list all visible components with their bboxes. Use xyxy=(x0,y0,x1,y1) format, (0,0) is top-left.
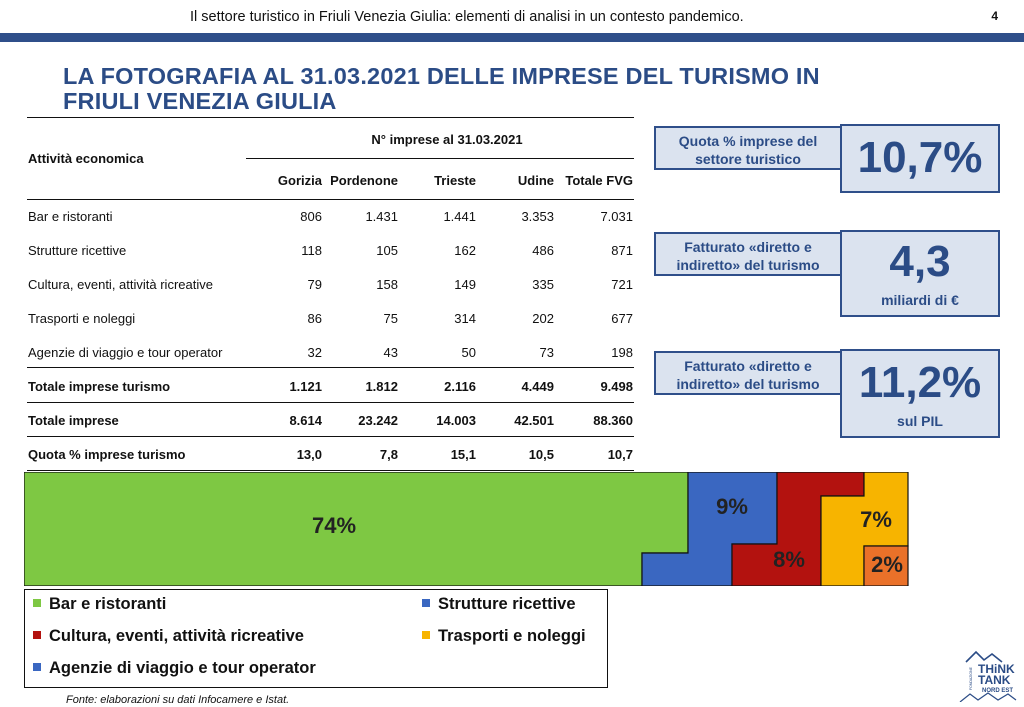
row-rule xyxy=(27,436,634,437)
row-label: Cultura, eventi, attività ricreative xyxy=(28,277,213,292)
table-cell: 1.441 xyxy=(443,209,476,224)
row-header: Attività economica xyxy=(28,151,144,166)
slide-title-line2: FRIULI VENEZIA GIULIA xyxy=(63,88,337,114)
table-cell: 162 xyxy=(454,243,476,258)
table-cell: 2.116 xyxy=(444,379,476,394)
column-header: Gorizia xyxy=(277,173,322,188)
logo-side: FONDAZIONE xyxy=(969,667,973,690)
row-label: Totale imprese turismo xyxy=(28,379,171,394)
row-rule xyxy=(27,367,634,368)
kpi-1-value: 10,7% xyxy=(857,133,983,182)
header-rule xyxy=(0,33,1024,42)
quota-treemap-chart xyxy=(24,472,910,586)
imprese-table xyxy=(27,117,634,472)
slide-title xyxy=(63,64,943,114)
legend-item-bar-ristoranti xyxy=(33,595,166,614)
table-cell: 1.121 xyxy=(289,379,322,394)
table-cell: 335 xyxy=(532,277,554,292)
table-cell: 1.812 xyxy=(365,379,398,394)
table-cell: 871 xyxy=(611,243,633,258)
slide-title-line1: LA FOTOGRAFIA AL 31.03.2021 DELLE IMPRESE DEL TURISMO IN xyxy=(63,63,820,89)
table-cell: 202 xyxy=(532,311,554,326)
legend-swatch xyxy=(33,631,41,639)
label-trasporti-noleggi: 7% xyxy=(860,507,892,532)
table-cell: 43 xyxy=(383,345,398,360)
legend-item-agenzie-viaggio xyxy=(33,659,316,678)
group-header: N° imprese al 31.03.2021 xyxy=(371,132,523,147)
table-cell: 14.003 xyxy=(436,413,476,428)
think-tank-logo xyxy=(958,650,1018,702)
group-rule xyxy=(246,158,634,159)
kpi-1-value-box xyxy=(840,124,1000,193)
row-rule xyxy=(27,402,634,403)
table-cell: 4.449 xyxy=(521,379,554,394)
row-label: Strutture ricettive xyxy=(28,243,127,258)
header-bottom-rule xyxy=(27,199,634,200)
column-header: Udine xyxy=(517,173,554,188)
table-cell: 9.498 xyxy=(600,379,633,394)
table-cell: 314 xyxy=(454,311,476,326)
source-note: Fonte: elaborazioni su dati Infocamere e Istat. xyxy=(66,694,290,706)
slide-header xyxy=(0,0,1024,34)
kpi-2-unit: miliardi di € xyxy=(881,292,959,308)
row-label: Totale imprese xyxy=(28,413,119,428)
table-cell: 198 xyxy=(611,345,633,360)
legend-item-cultura-eventi xyxy=(33,627,304,646)
kpi-3-label: Fatturato «diretto e indiretto» del turismo xyxy=(654,351,842,395)
row-label: Quota % imprese turismo xyxy=(28,447,186,462)
label-bar-ristoranti: 74% xyxy=(311,513,357,538)
table-cell: 3.353 xyxy=(521,209,554,224)
table-cell: 7,8 xyxy=(379,447,398,462)
row-label: Trasporti e noleggi xyxy=(28,311,136,326)
kpi-2-value-box xyxy=(840,230,1000,317)
table-cell: 32 xyxy=(307,345,322,360)
table-cell: 42.501 xyxy=(514,413,554,428)
table-cell: 721 xyxy=(611,277,633,292)
table-cell: 806 xyxy=(300,209,322,224)
kpi-3-value-box xyxy=(840,349,1000,438)
table-cell: 10,5 xyxy=(528,447,554,462)
column-header: Totale FVG xyxy=(565,173,633,188)
table-cell: 73 xyxy=(539,345,554,360)
label-cultura-eventi: 8% xyxy=(773,547,805,572)
table-cell: 149 xyxy=(454,277,476,292)
table-cell: 1.431 xyxy=(365,209,398,224)
table-cell: 88.360 xyxy=(593,413,633,428)
logo-line3: NORD EST xyxy=(982,688,1014,694)
table-top-rule xyxy=(27,117,634,118)
kpi-3-unit: sul PIL xyxy=(897,413,943,429)
legend-label: Agenzie di viaggio e tour operator xyxy=(49,659,316,677)
legend-swatch xyxy=(33,599,41,607)
legend-swatch xyxy=(422,631,430,639)
column-header: Pordenone xyxy=(330,173,398,188)
table-cell: 486 xyxy=(532,243,554,258)
header-title: Il settore turistico in Friuli Venezia Giulia: elementi di analisi in un contesto pandemico. xyxy=(190,9,744,25)
table-cell: 105 xyxy=(376,243,398,258)
logo-line1: THiNK xyxy=(978,662,1015,676)
table-cell: 10,7 xyxy=(607,447,633,462)
label-strutture-ricettive: 9% xyxy=(716,494,748,519)
kpi-1-label: Quota % imprese del settore turistico xyxy=(654,126,842,170)
legend-label: Cultura, eventi, attività ricreative xyxy=(49,627,304,645)
table-cell: 677 xyxy=(611,311,633,326)
table-cell: 23.242 xyxy=(358,413,398,428)
table-cell: 8.614 xyxy=(289,413,322,428)
row-label: Agenzie di viaggio e tour operator xyxy=(28,345,223,360)
legend-swatch xyxy=(33,663,41,671)
table-cell: 158 xyxy=(376,277,398,292)
table-cell: 7.031 xyxy=(600,209,633,224)
row-rule xyxy=(27,470,634,471)
legend-item-strutture-ricettive xyxy=(422,595,576,614)
table-cell: 118 xyxy=(301,243,322,258)
kpi-2-value: 4,3 xyxy=(889,237,951,286)
row-label: Bar e ristoranti xyxy=(28,209,113,224)
table-cell: 86 xyxy=(307,311,322,326)
column-header: Trieste xyxy=(434,173,476,188)
table-cell: 79 xyxy=(307,277,322,292)
chart-legend xyxy=(24,589,608,688)
legend-label: Strutture ricettive xyxy=(438,595,576,613)
page-number: 4 xyxy=(991,9,998,23)
table-cell: 75 xyxy=(383,311,398,326)
table-cell: 50 xyxy=(461,345,476,360)
legend-label: Trasporti e noleggi xyxy=(438,627,586,645)
legend-item-trasporti-noleggi xyxy=(422,627,586,646)
kpi-2-label: Fatturato «diretto e indiretto» del turismo xyxy=(654,232,842,276)
legend-label: Bar e ristoranti xyxy=(49,595,167,613)
table-cell: 13,0 xyxy=(296,447,322,462)
kpi-3-value: 11,2% xyxy=(858,358,982,407)
logo-line2: TANK xyxy=(978,673,1011,687)
label-agenzie-viaggio: 2% xyxy=(871,552,903,577)
legend-swatch xyxy=(422,599,430,607)
table-cell: 15,1 xyxy=(450,447,476,462)
